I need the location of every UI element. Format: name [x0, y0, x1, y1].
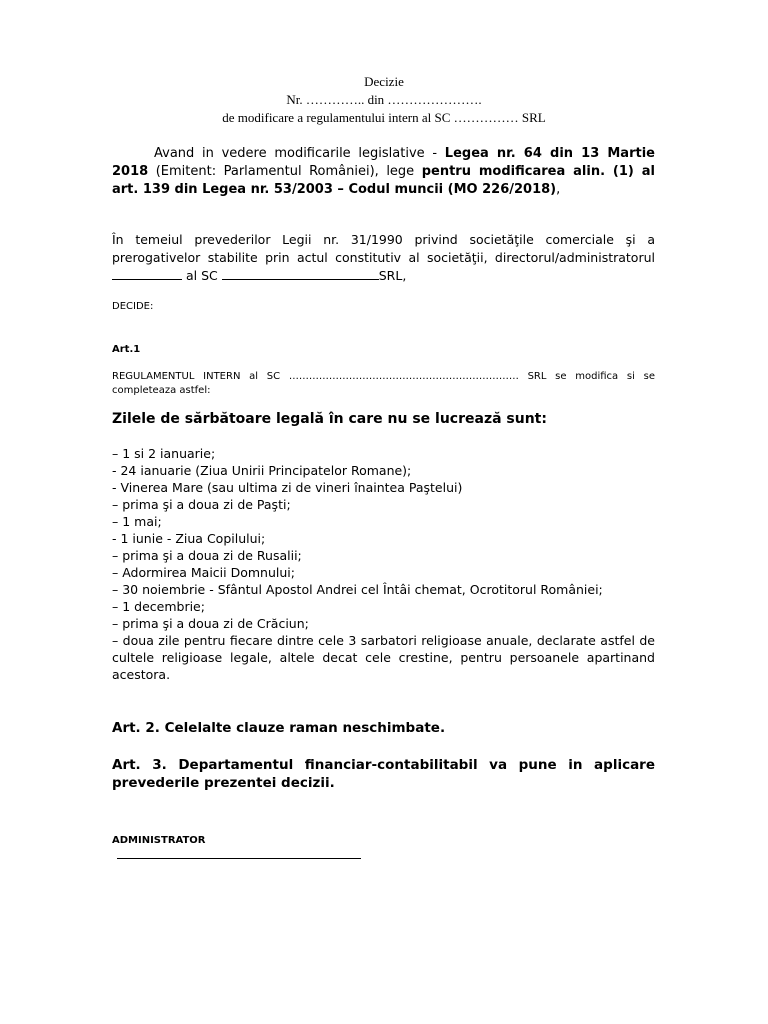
document-header [0, 73, 768, 127]
holiday-item: – 1 si 2 ianuarie; [112, 446, 216, 461]
holiday-item: – prima şi a doua zi de Crăciun; [112, 616, 309, 631]
holiday-item: – 1 decembrie; [112, 599, 205, 614]
holiday-item: – 1 mai; [112, 514, 162, 529]
document-title: Decizie [364, 74, 404, 89]
intro-law-1: Legea nr. 64 din 13 Martie 2018 [112, 146, 655, 179]
intro-text-1: Avand in vedere modificarile legislative - [154, 146, 445, 161]
intro-text-3: , [556, 182, 561, 197]
holiday-item: – doua zile pentru fiecare dintre cele 3 sarbatori religioase anuale, declarate astfel de cultele religioase legale, altele decat cele crestine, pentru persoanele apartinand acestora. [112, 633, 655, 682]
temei-paragraph [112, 231, 655, 285]
temei-text-3: SRL, [378, 268, 407, 283]
art3-paragraph: Art. 3. Departamentul financiar-contabilitabil va pune in aplicare prevederile prezentei decizii. [112, 757, 655, 791]
holiday-item: – prima şi a doua zi de Paşti; [112, 497, 291, 512]
holiday-item: – 30 noiembrie - Sfântul Apostol Andrei cel Întâi chemat, Ocrotitorul României; [112, 582, 603, 597]
temei-text-2: al SC [185, 268, 218, 283]
signature-line [117, 858, 361, 859]
holiday-item: - Vinerea Mare (sau ultima zi de vineri înaintea Paştelui) [112, 480, 463, 495]
signature-label: ADMINISTRATOR [112, 835, 206, 846]
decision-number-line: Nr. ………….. din …………………. [286, 92, 482, 107]
temei-text-1: În temeiul prevederilor Legii nr. 31/1990 privind societăţile comerciale şi a prerogativelor stabilite prin actul constitutiv al societăţii, directorul/administratorul [112, 232, 655, 265]
decide-label: DECIDE: [112, 301, 154, 312]
art1-label: Art.1 [112, 344, 141, 355]
intro-paragraph [112, 145, 655, 199]
director-blank-line [112, 267, 182, 280]
decision-subject-line: de modificare a regulamentului intern al SC …………… SRL [222, 110, 546, 125]
holiday-item: - 1 iunie - Ziua Copilului; [112, 531, 266, 546]
intro-text-2: (Emitent: Parlamentul României), lege [148, 164, 422, 179]
regulament-paragraph: REGULAMENTUL INTERN al SC …………………………………………………………… SRL se modifica si se completeaza astfel: [112, 371, 655, 396]
holidays-heading: Zilele de sărbătoare legală în care nu se lucrează sunt: [112, 411, 547, 427]
holiday-item: - 24 ianuarie (Ziua Unirii Principatelor Romane); [112, 463, 412, 478]
holiday-item: – Adormirea Maicii Domnului; [112, 565, 295, 580]
holidays-list [112, 445, 655, 683]
company-blank-line [222, 267, 379, 280]
intro-law-2: pentru modificarea alin. (1) al art. 139 din Legea nr. 53/2003 – Codul muncii (MO 226/2018) [112, 164, 655, 197]
holiday-item: – prima şi a doua zi de Rusalii; [112, 548, 302, 563]
art2-paragraph: Art. 2. Celelalte clauze raman neschimbate. [112, 720, 446, 736]
